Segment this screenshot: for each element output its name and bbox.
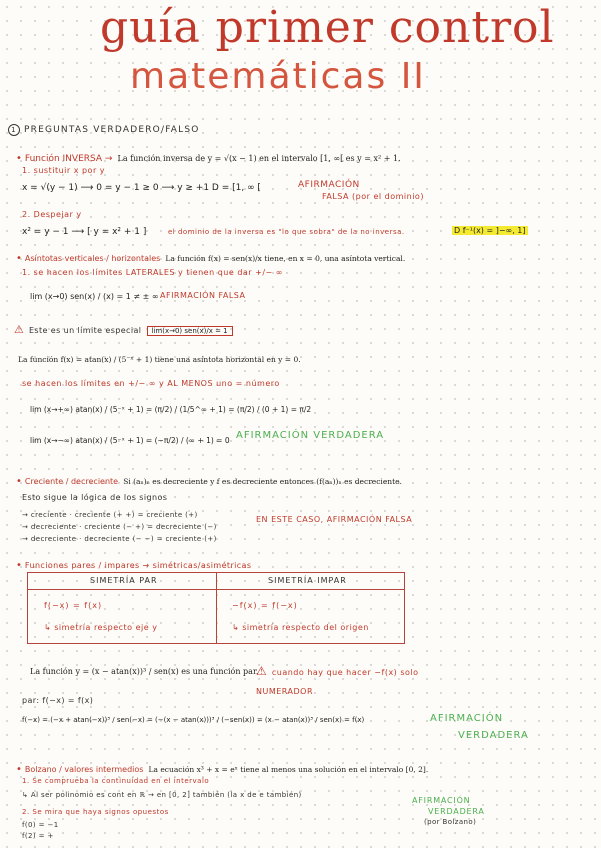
table-col2-header: SIMETRÍA IMPAR [268,576,347,585]
q1-statement: La función inversa de y = √(x − 1) en el intervalo [1, ∞[ es y = x² + 1. [117,154,401,163]
q6-line [16,757,428,776]
q4-heading: Creciente / decreciente [24,477,119,486]
q1-heading: Función INVERSA → [24,154,113,164]
q1-verdict-a2: FALSA (por el dominio) [322,192,424,201]
section-number: 1 [8,124,20,136]
q3-statement: La función f(x) = atan(x) / (5⁻ˣ + 1) tiene una asíntota horizontal en y = 0. [18,355,301,364]
q4-note: Esto sigue la lógica de los signos [22,493,168,502]
bullet-icon: • [16,476,22,487]
table-col1-header: SIMETRÍA PAR [90,576,158,585]
q1-step2: 2. Despejar y [22,210,82,219]
q3-verdict: AFIRMACIÓN VERDADERA [236,430,385,441]
q2-warn-text: Este es un límite especial [28,326,142,335]
section-heading [8,124,200,136]
q1-line-a: x = √(y − 1) ⟶ 0 = y − 1 ≥ 0 ⟶ y ≥ +1 D = [1, ∞ [ [22,183,261,193]
bullet-icon: • [16,253,22,264]
q6-heading: Bolzano / valores intermedios [24,765,144,774]
q5-statement: La función y = (x − atan(x))³ / sen(x) es una función par. [30,667,259,676]
table-col2-note: ↳ simetría respecto del origen [232,623,369,632]
q6-step2: 2. Se mira que haya signos opuestos [22,808,169,816]
q5-verdict2: VERDADERA [458,730,529,741]
q5-calc: f(−x) = (−x + atan(−x))³ / sen(−x) = (−(x − atan(x)))³ / (−sen(x)) = (x − atan(x))³ / sen(x) = f(x) [22,716,365,724]
table-col1-note: ↳ simetría respecto eje y [44,623,158,632]
q2-step1: 1. se hacen los límites LATERALES y tienen que dar +/− ∞ [22,268,283,277]
warning-icon: ⚠ [14,323,24,336]
q6-f2: f(2) = + [22,832,54,840]
q4-rule1: → creciente · creciente (+ +) = creciente (+) [22,511,198,519]
q6-statement: La ecuación x³ + x = eˣ tiene al menos una solución en el intervalo [0, 2]. [148,765,429,774]
q6-step1b: ↳ Al ser polinomio es cont en ℝ → en [0, 2] también (la x de e también) [22,791,302,799]
q5-step: par: f(−x) = f(x) [22,696,94,705]
bullet-icon: • [16,560,22,571]
q5-warn: cuando hay que hacer −f(x) solo NUMERADOR [256,668,419,696]
q5-verdict1: AFIRMACIÓN [430,713,504,724]
q2-statement: La función f(x) = sen(x)/x tiene, en x = 0, una asíntota vertical. [165,254,406,263]
q5-line [16,553,251,572]
q2-lim-line: lim (x→0) sen(x) / (x) = 1 ≠ ± ∞ [30,292,159,301]
q4-rule3: → decreciente · decreciente (− −) = creciente (+) [22,535,217,543]
q6-verdict1: AFIRMACIÓN [412,796,471,805]
q6-verdict3: (por Bolzano) [424,818,477,826]
bullet-icon: • [16,153,22,164]
q1-line [16,146,401,165]
section-label: PREGUNTAS VERDADERO/FALSO [24,125,200,135]
q3-lim1: lim (x→+∞) atan(x) / (5⁻ˣ + 1) = (π/2) / (1/5^∞ + 1) = (π/2) / (0 + 1) = π/2 [30,405,312,414]
table-divider-vertical [216,573,217,643]
table-divider-horizontal [28,589,404,590]
q3-lim2: lim (x→−∞) atan(x) / (5⁻ˣ + 1) = (−π/2) / (∞ + 1) = 0 [30,436,230,445]
table-col1-formula: f(−x) = f(x) [44,601,103,610]
q4-line [16,469,402,488]
q5-warning [256,660,436,698]
q4-rule2: → decreciente · creciente (− +) = decreciente (−) [22,523,217,531]
bullet-icon: • [16,764,22,775]
q2-heading: Asíntotas verticales / horizontales [24,254,161,263]
q5-heading: Funciones pares / impares → simétricas/asimétricas [24,561,252,570]
warning-icon: ⚠ [256,664,267,678]
q6-step1: 1. Se comprueba la continuidad en el intervalo [22,777,210,785]
q4-statement: Si (aₙ)ₙ es decreciente y f es decreciente entonces (f(aₙ))ₙ es decreciente. [123,477,402,486]
q2-line [16,246,405,265]
q1-note-highlight [452,226,528,235]
q4-verdict: EN ESTE CASO, AFIRMACIÓN FALSA [256,515,413,524]
q2-warn-box: lim(x→0) sen(x)/x = 1 [147,326,233,336]
q1-line-b: x² = y − 1 ⟶ [ y = x² + 1 ] [22,227,147,237]
q1-step1: 1. sustituir x por y [22,166,106,175]
q3-note: se hacen los límites en +/− ∞ y AL MENOS uno = número [22,379,280,388]
q6-verdict2: VERDADERA [428,807,485,816]
q6-f0: f(0) = −1 [22,821,59,829]
q1-verdict-a1: AFIRMACIÓN [298,180,360,190]
title-line1: guía primer control [100,2,555,53]
q2-warning [14,318,233,337]
q2-verdict: AFIRMACIÓN FALSA [160,291,246,300]
q1-note-hl: D f⁻¹(x) = ]−∞, 1] [454,226,526,235]
symmetry-table [27,572,405,644]
title-line2: matemáticas II [130,56,426,97]
q1-note-b: el dominio de la inversa es "lo que sobra" de la no inversa. [168,228,405,236]
table-col2-formula: −f(x) = f(−x) [232,601,298,610]
